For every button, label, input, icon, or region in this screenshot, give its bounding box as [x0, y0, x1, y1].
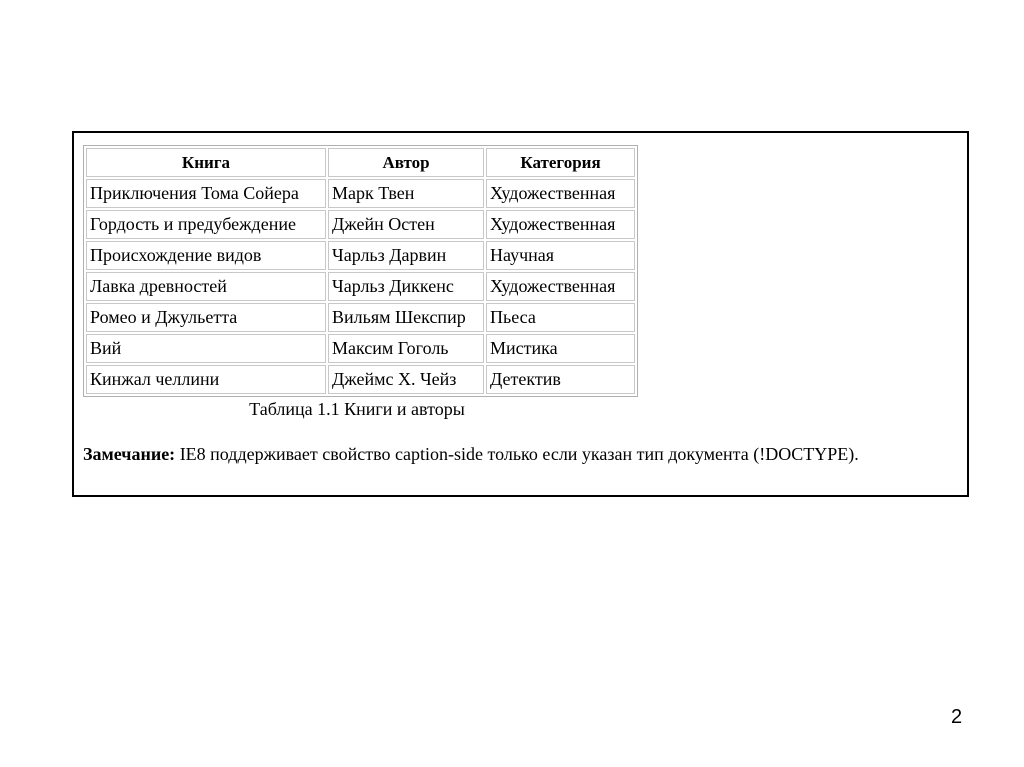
- cell-category: Научная: [486, 241, 635, 270]
- note-label: Замечание:: [83, 444, 176, 464]
- cell-author: Чарльз Дарвин: [328, 241, 484, 270]
- table-row: [86, 365, 635, 394]
- table-row: [86, 210, 635, 239]
- cell-book: Гордость и предубеждение: [86, 210, 326, 239]
- cell-book: Приключения Тома Сойера: [86, 179, 326, 208]
- cell-category: Художественная: [486, 210, 635, 239]
- cell-author: Вильям Шекспир: [328, 303, 484, 332]
- note-text: IE8 поддерживает свойство caption-side только если указан тип документа (!DOCTYPE).: [175, 444, 859, 464]
- cell-book: Происхождение видов: [86, 241, 326, 270]
- cell-book: Кинжал челлини: [86, 365, 326, 394]
- table-row: [86, 334, 635, 363]
- cell-author: Марк Твен: [328, 179, 484, 208]
- header-author: Автор: [328, 148, 484, 177]
- books-table: [83, 145, 638, 397]
- table-row: [86, 303, 635, 332]
- cell-category: Пьеса: [486, 303, 635, 332]
- cell-category: Детектив: [486, 365, 635, 394]
- cell-category: Художественная: [486, 272, 635, 301]
- table-caption: Таблица 1.1 Книги и авторы: [249, 399, 465, 419]
- cell-book: Ромео и Джульетта: [86, 303, 326, 332]
- header-book: Книга: [86, 148, 326, 177]
- table-row: [86, 272, 635, 301]
- slide-frame: [72, 131, 969, 497]
- page-number: 2: [951, 706, 963, 728]
- cell-author: Джеймс Х. Чейз: [328, 365, 484, 394]
- header-category: Категория: [486, 148, 635, 177]
- table-row: [86, 179, 635, 208]
- cell-category: Художественная: [486, 179, 635, 208]
- cell-book: Вий: [86, 334, 326, 363]
- cell-author: Джейн Остен: [328, 210, 484, 239]
- note-paragraph: [83, 444, 859, 465]
- table-header-row: [86, 148, 635, 177]
- table-row: [86, 241, 635, 270]
- cell-category: Мистика: [486, 334, 635, 363]
- cell-author: Чарльз Диккенс: [328, 272, 484, 301]
- cell-author: Максим Гоголь: [328, 334, 484, 363]
- cell-book: Лавка древностей: [86, 272, 326, 301]
